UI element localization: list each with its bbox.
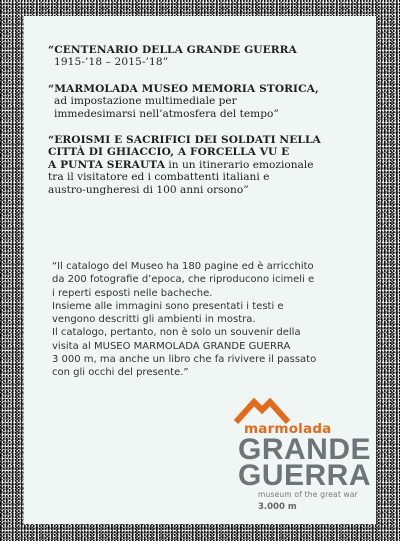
catalog-line: i reperti esposti nelle bacheche. bbox=[52, 287, 213, 299]
catalog-line: da 200 fotografie d’epoca, che riproducono icimeli e bbox=[52, 274, 315, 286]
museum-logo bbox=[232, 398, 372, 516]
quote-line: austro-ungheresi di 100 anni orsono” bbox=[48, 183, 249, 196]
quote-eroismi bbox=[48, 134, 378, 196]
catalog-line: con gli occhi del presente.” bbox=[52, 367, 189, 379]
quote-lead: “CENTENARIO DELLA GRANDE GUERRA bbox=[48, 44, 297, 56]
quote-museo bbox=[48, 83, 378, 120]
quote-line: in un itinerario emozionale bbox=[165, 158, 314, 171]
quote-lead: “EROISMI E SACRIFICI DEI SOLDATI NELLA bbox=[48, 134, 321, 147]
logo-subtitle: museum of the great war bbox=[258, 490, 358, 499]
quote-lead: “MARMOLADA MUSEO MEMORIA STORICA, bbox=[48, 82, 319, 95]
catalog-line: vengono descritti gli ambienti in mostra. bbox=[52, 314, 256, 326]
catalog-line: Insieme alle immagini sono presentati i testi e bbox=[52, 300, 284, 312]
catalog-line: “Il catalogo del Museo ha 180 pagine ed è arricchito bbox=[52, 261, 314, 272]
quotes-block bbox=[48, 44, 378, 210]
catalog-line: visita al MUSEO MARMOLADA GRANDE GUERRA bbox=[52, 340, 291, 352]
quote-line: immedesimarsi nell’atmosfera del tempo” bbox=[54, 107, 279, 120]
logo-title-grande: GRANDE bbox=[238, 433, 372, 466]
quote-centenario bbox=[48, 44, 378, 69]
catalog-line: Il catalogo, pertanto, non è solo un souvenir della bbox=[52, 327, 301, 339]
logo-title-guerra: GUERRA bbox=[238, 459, 372, 492]
logo-altitude: 3.000 m bbox=[258, 502, 297, 512]
catalog-line: 3 000 m, ma anche un libro che fa rivivere il passato bbox=[52, 354, 317, 366]
quote-body: 1915-’18 – 2015-’18” bbox=[54, 56, 169, 69]
catalog-description bbox=[52, 260, 374, 380]
logo-brand: marmolada bbox=[244, 421, 332, 437]
quote-line: tra il visitatore ed i combattenti italiani e bbox=[48, 171, 270, 184]
quote-lead: A PUNTA SERAUTA bbox=[48, 158, 166, 171]
quote-lead: CITTÀ DI GHIACCIO, A FORCELLA VU E bbox=[48, 146, 290, 159]
quote-line: ad impostazione multimediale per bbox=[54, 95, 237, 108]
